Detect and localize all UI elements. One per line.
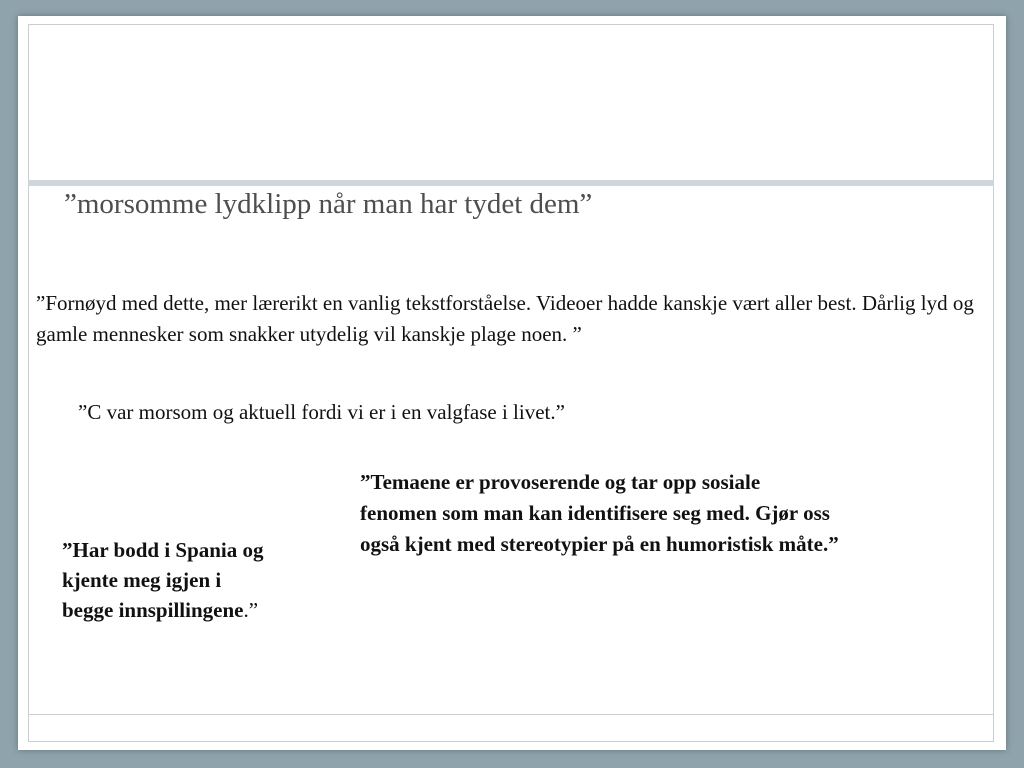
slide-title: ”morsomme lydklipp når man har tydet dem” xyxy=(64,188,593,220)
footer-divider xyxy=(28,714,994,715)
quote-spania-end: .” xyxy=(243,598,259,622)
title-divider xyxy=(28,180,994,186)
quote-spania-bold: ”Har bodd i Spania og kjente meg igjen i begge innspillingene xyxy=(62,538,264,622)
slide-frame xyxy=(28,24,994,742)
quote-spania xyxy=(62,535,272,625)
quote-valgfase: ”C var morsom og aktuell fordi vi er i en valgfase i livet.” xyxy=(78,400,565,424)
quote-temaene: ”Temaene er provoserende og tar opp sosiale fenomen som man kan identifisere seg med. Gjør oss også kjent med stereotypier på en humoristisk måte.” xyxy=(360,470,839,556)
quote-fornoyd: ”Fornøyd med dette, mer lærerikt en vanlig tekstforståelse. Videoer hadde kanskje vært aller best. Dårlig lyd og gamle mennesker som snakker utydelig vil kanskje plage noen. ” xyxy=(36,291,974,346)
slide xyxy=(18,16,1006,750)
